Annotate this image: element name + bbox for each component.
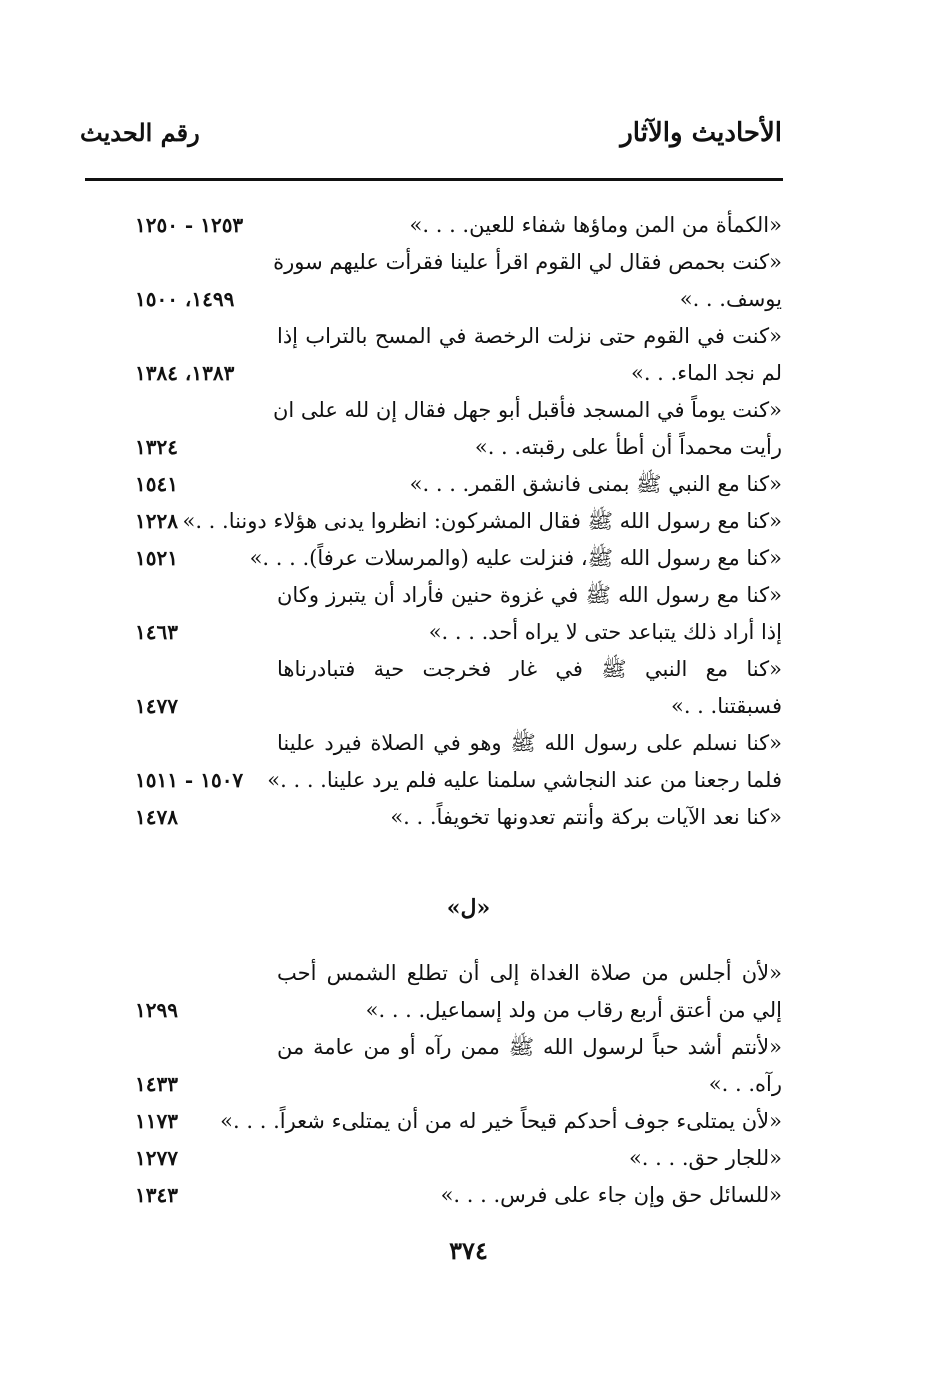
hadith-number: ١٥٢١ [135,546,178,570]
list-item [0,614,937,650]
list-item [0,1029,937,1065]
list-item [0,281,937,317]
list-item [0,1066,937,1102]
hadith-text: «الكمأة من المن وماؤها شفاء للعين. . . .» [409,213,782,237]
page-header [80,118,782,158]
list-item [0,318,937,354]
list-item [0,992,937,1028]
hadith-text: «لأن أجلس من صلاة الغداة إلى أن تطلع الشمس أحب [277,961,782,985]
hadith-text: لم نجد الماء. . .» [630,361,782,385]
hadith-text: «للسائل حق وإن جاء على فرس. . . .» [440,1183,782,1207]
hadith-number: ١١٧٣ [135,1109,178,1133]
hadith-number: ١٤٣٣ [135,1072,178,1096]
list-item [0,429,937,465]
list-item [0,1140,937,1176]
hadith-number: ١٤٩٩، ١٥٠٠ [135,287,235,311]
hadith-number: ١٢٧٧ [135,1146,178,1170]
hadith-text: «كنت في القوم حتى نزلت الرخصة في المسح بالتراب إذا [277,324,782,348]
list-item [0,799,937,835]
list-item [0,540,937,576]
header-rule [85,178,783,181]
list-item [0,244,937,280]
hadith-number: ١٢٩٩ [135,998,178,1022]
hadith-number: ١٣٢٤ [135,435,178,459]
list-item [0,651,937,687]
list-item [0,207,937,243]
hadith-number: ١٢٢٨ [135,509,178,533]
section-heading: «ل» [446,895,491,921]
list-item [0,1177,937,1213]
hadith-text: «كنا مع النبي ﷺ في غار فخرجت حية فتبادرناها [277,657,782,681]
list-item [0,355,937,391]
hadith-number: ١٢٥٣ - ١٢٥٠ [135,213,244,237]
hadith-number: ١٥٠٧ - ١٥١١ [135,768,244,792]
hadith-text: إلي من أعتق أربع رقاب من ولد إسماعيل. . . .» [365,998,782,1022]
hadith-text: «كنا مع رسول الله ﷺ فقال المشركون: انظروا يدنى هؤلاء دوننا. . .» [182,509,782,533]
hadith-text: رآه. . .» [708,1072,782,1096]
list-item [0,725,937,761]
list-item [0,688,937,724]
hadith-text: «كنا مع رسول الله ﷺ في غزوة حنين فأراد أن يتبرز وكان [277,583,782,607]
list-item [0,762,937,798]
hadith-text: «للجار حق. . . .» [628,1146,782,1170]
list-item [0,503,937,539]
list-item [0,392,937,428]
hadith-number: ١٣٨٣، ١٣٨٤ [135,361,235,385]
hadith-number: ١٥٤١ [135,472,178,496]
header-title: الأحاديث والآثار [620,118,782,148]
hadith-text: فسبقتنا. . .» [670,694,782,718]
list-item [0,955,937,991]
header-column-label: رقم الحديث [80,118,200,147]
hadith-number: ١٤٦٣ [135,620,178,644]
list-item [0,1103,937,1139]
hadith-text: «كنا مع رسول الله ﷺ، فنزلت عليه (والمرسلات عرفاً). . . .» [249,546,782,570]
hadith-text: «كنت يوماً في المسجد فأقبل أبو جهل فقال إن لله على ان [272,398,782,422]
hadith-number: ١٣٤٣ [135,1183,178,1207]
hadith-text: إذا أراد ذلك يتباعد حتى لا يراه أحد. . . .» [428,620,782,644]
hadith-text: فلما رجعنا من عند النجاشي سلمنا عليه فلم يرد علينا. . . .» [267,768,782,792]
hadith-number: ١٤٧٨ [135,805,178,829]
hadith-text: «كنا مع النبي ﷺ بمنى فانشق القمر. . . .» [409,472,782,496]
hadith-text: «كنا نعد الآيات بركة وأنتم تعدونها تخويفاً. . .» [390,805,782,829]
hadith-text: «لأنتم أشد حباً لرسول الله ﷺ ممن رآه أو من عامة من [277,1035,782,1059]
page-number: ٣٧٤ [449,1236,488,1265]
hadith-number: ١٤٧٧ [135,694,178,718]
list-item [0,466,937,502]
list-item [0,577,937,613]
hadith-text: يوسف. . .» [679,287,782,311]
hadith-text: «كنا نسلم على رسول الله ﷺ وهو في الصلاة فيرد علينا [277,731,782,755]
hadith-text: «لأن يمتلىء جوف أحدكم قيحاً خير له من أن يمتلىء شعراً. . . .» [220,1109,782,1133]
hadith-text: «كنت بحمص فقال لي القوم اقرأ علينا فقرأت عليهم سورة [273,250,782,274]
hadith-text: رأيت محمداً أن أطأ على رقبته. . .» [474,435,782,459]
